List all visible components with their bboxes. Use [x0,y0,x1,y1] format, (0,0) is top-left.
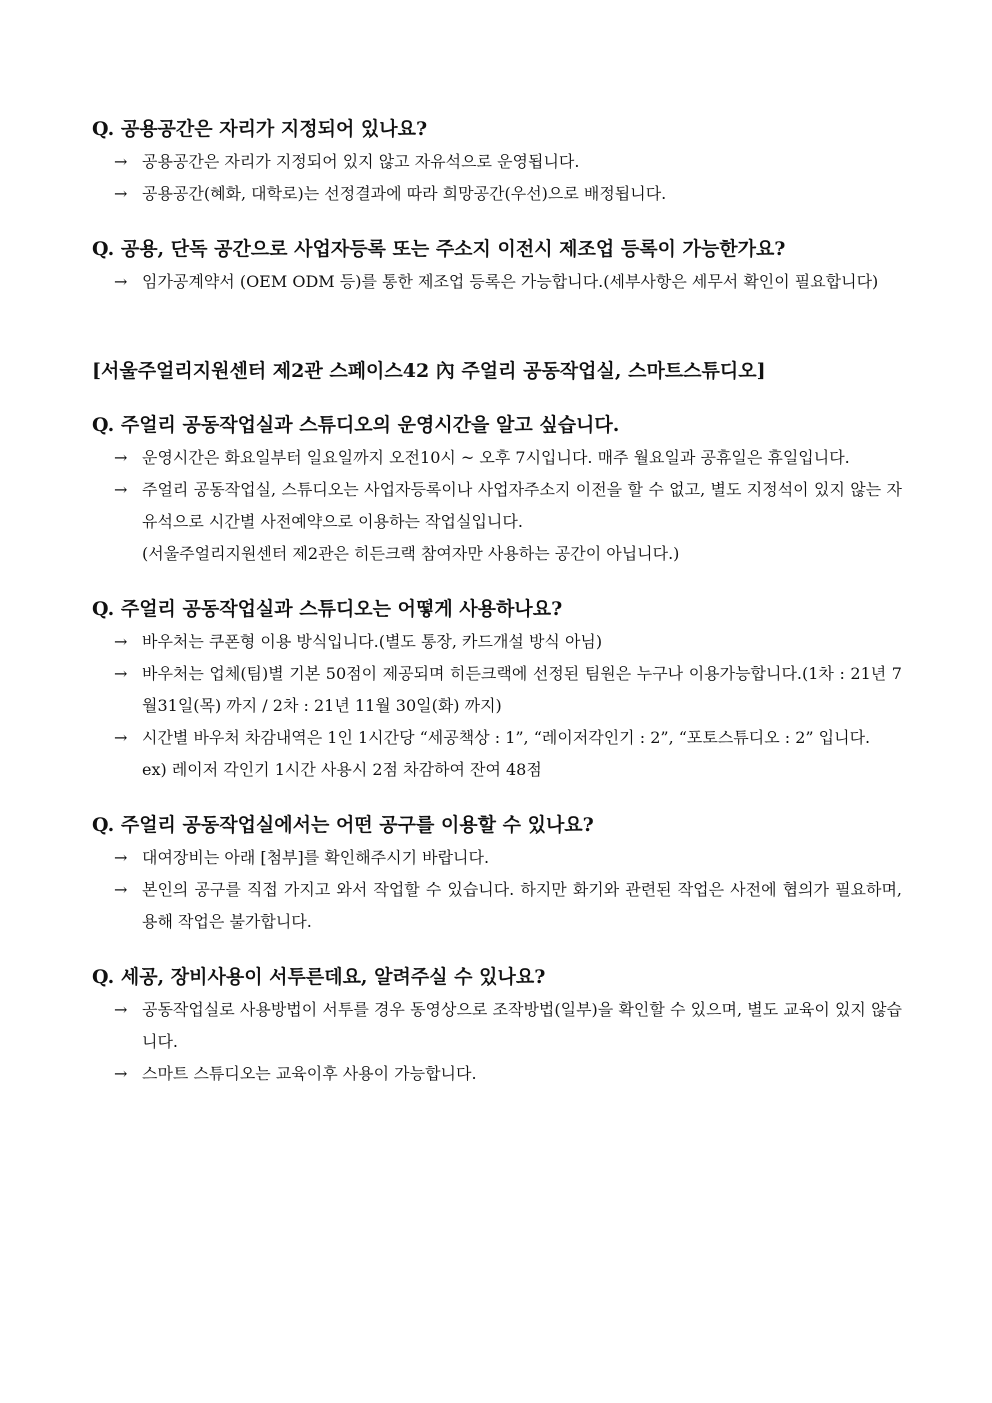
faq-section [92,960,902,1090]
arrow-right-icon: → [114,1064,128,1083]
faq-section [92,592,902,786]
faq-answer: → 대여장비는 아래 [첨부]를 확인해주시기 바랍니다. [92,842,902,874]
arrow-right-icon: → [114,152,128,171]
section-heading: [서울주얼리지원센터 제2관 스페이스42 內 주얼리 공동작업실, 스마트스튜디오] [92,360,766,382]
faq-question: Q. 공용공간은 자리가 지정되어 있나요? [92,118,428,140]
faq-section [92,232,902,298]
faq-question: Q. 주얼리 공동작업실에서는 어떤 공구를 이용할 수 있나요? [92,814,594,836]
faq-section [92,408,902,570]
faq-answer: → 스마트 스튜디오는 교육이후 사용이 가능합니다. [92,1058,902,1090]
arrow-right-icon: → [114,272,128,291]
arrow-right-icon: → [114,664,128,683]
arrow-right-icon: → [114,632,128,651]
faq-example: ex) 레이저 각인기 1시간 사용시 2점 차감하여 잔여 48점 [142,760,542,779]
faq-note: (서울주얼리지원센터 제2관은 히든크랙 참여자만 사용하는 공간이 아닙니다.) [142,544,680,563]
faq-answer: → 본인의 공구를 직접 가지고 와서 작업할 수 있습니다. 하지만 화기와 관련된 작업은 사전에 협의가 필요하며, 용해 작업은 불가합니다. [92,874,902,938]
faq-section [92,808,902,938]
arrow-right-icon: → [114,728,128,747]
faq-answer: → 바우처는 업체(팀)별 기본 50점이 제공되며 히든크랙에 선정된 팀원은 누구나 이용가능합니다.(1차 : 21년 7월31일(목) 까지 / 2차 : 21년 11월 30일(화) 까지) [92,658,902,722]
arrow-right-icon: → [114,184,128,203]
faq-question: Q. 세공, 장비사용이 서투른데요, 알려주실 수 있나요? [92,966,546,988]
arrow-right-icon: → [114,480,128,499]
document-page [92,112,902,1090]
faq-question: Q. 공용, 단독 공간으로 사업자등록 또는 주소지 이전시 제조업 등록이 가능한가요? [92,238,786,260]
arrow-right-icon: → [114,880,128,899]
faq-answer: → 공용공간(혜화, 대학로)는 선정결과에 따라 희망공간(우선)으로 배정됩니다. [92,178,902,210]
faq-section [92,112,902,210]
arrow-right-icon: → [114,848,128,867]
faq-answer: → 공동작업실로 사용방법이 서투를 경우 동영상으로 조작방법(일부)을 확인할 수 있으며, 별도 교육이 있지 않습니다. [92,994,902,1058]
arrow-right-icon: → [114,448,128,467]
faq-answer: → 임가공계약서 (OEM ODM 등)를 통한 제조업 등록은 가능합니다.(세부사항은 세무서 확인이 필요합니다) [92,266,902,298]
faq-answer: → 바우처는 쿠폰형 이용 방식입니다.(별도 통장, 카드개설 방식 아님) [92,626,902,658]
faq-answer: → 시간별 바우처 차감내역은 1인 1시간당 “세공책상 : 1”, “레이저각인기 : 2”, “포토스튜디오 : 2” 입니다. [92,722,902,754]
faq-answer: → 주얼리 공동작업실, 스튜디오는 사업자등록이나 사업자주소지 이전을 할 수 없고, 별도 지정석이 있지 않는 자유석으로 시간별 사전예약으로 이용하는 작업실입니다. [92,474,902,538]
faq-answer: → 운영시간은 화요일부터 일요일까지 오전10시 ~ 오후 7시입니다. 매주 월요일과 공휴일은 휴일입니다. [92,442,902,474]
arrow-right-icon: → [114,1000,128,1019]
faq-question: Q. 주얼리 공동작업실과 스튜디오는 어떻게 사용하나요? [92,598,563,620]
faq-answer: → 공용공간은 자리가 지정되어 있지 않고 자유석으로 운영됩니다. [92,146,902,178]
faq-question: Q. 주얼리 공동작업실과 스튜디오의 운영시간을 알고 싶습니다. [92,414,620,436]
